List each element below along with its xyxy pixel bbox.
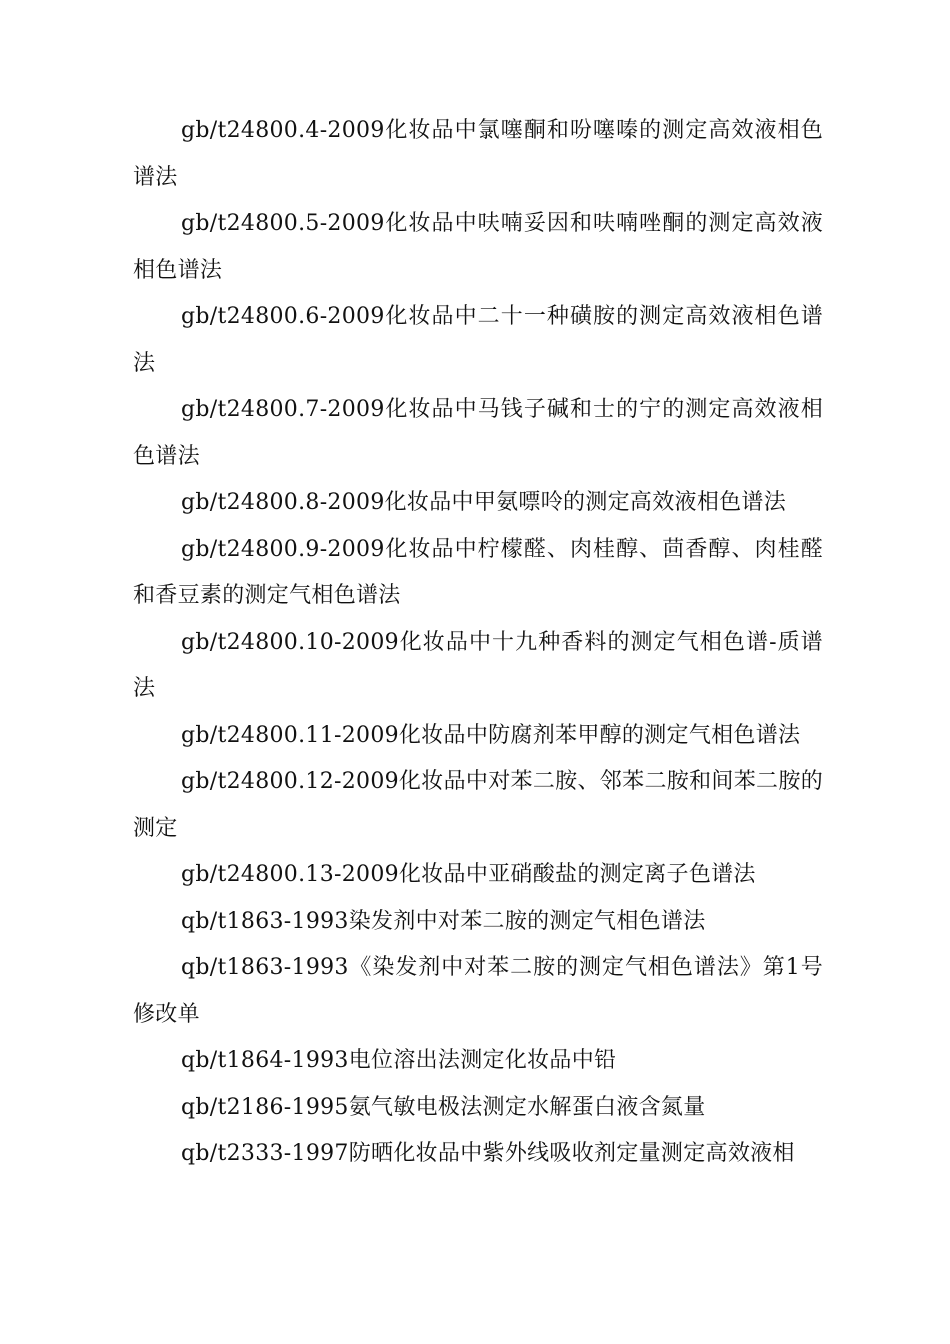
- standard-entry: qb/t2186-1995氨气敏电极法测定水解蛋白液含氮量: [181, 1094, 706, 1120]
- standard-entry: gb/t24800.9-2009化妆品中柠檬醛、肉桂醇、茴香醇、肉桂醛和香豆素的测定气相色谱法: [133, 536, 823, 608]
- standard-entry: gb/t24800.7-2009化妆品中马钱子碱和士的宁的测定高效液相色谱法: [133, 397, 823, 469]
- standard-entry: gb/t24800.11-2009化妆品中防腐剂苯甲醇的测定气相色谱法: [181, 722, 801, 748]
- standard-entry: qb/t1863-1993《染发剂中对苯二胺的测定气相色谱法》第1号修改单: [133, 955, 823, 1027]
- standard-entry: gb/t24800.8-2009化妆品中甲氨嘌呤的测定高效液相色谱法: [181, 490, 787, 515]
- standard-entry: gb/t24800.12-2009化妆品中对苯二胺、邻苯二胺和间苯二胺的测定: [133, 769, 823, 841]
- standard-entry: gb/t24800.10-2009化妆品中十九种香料的测定气相色谱-质谱法: [133, 629, 823, 701]
- document-body: [133, 108, 823, 1178]
- standard-entry: qb/t1864-1993电位溶出法测定化妆品中铅: [181, 1048, 617, 1073]
- standard-entry: gb/t24800.6-2009化妆品中二十一种磺胺的测定高效液相色谱法: [133, 304, 823, 376]
- standard-entry: gb/t24800.13-2009化妆品中亚硝酸盐的测定离子色谱法: [181, 862, 756, 887]
- standard-entry: gb/t24800.4-2009化妆品中氯噻酮和吩噻嗪的测定高效液相色谱法: [133, 118, 823, 190]
- standard-entry: qb/t1863-1993染发剂中对苯二胺的测定气相色谱法: [181, 908, 706, 934]
- standard-entry: gb/t24800.5-2009化妆品中呋喃妥因和呋喃唑酮的测定高效液相色谱法: [133, 211, 823, 283]
- standard-entry: qb/t2333-1997防晒化妆品中紫外线吸收剂定量测定高效液相: [181, 1141, 795, 1166]
